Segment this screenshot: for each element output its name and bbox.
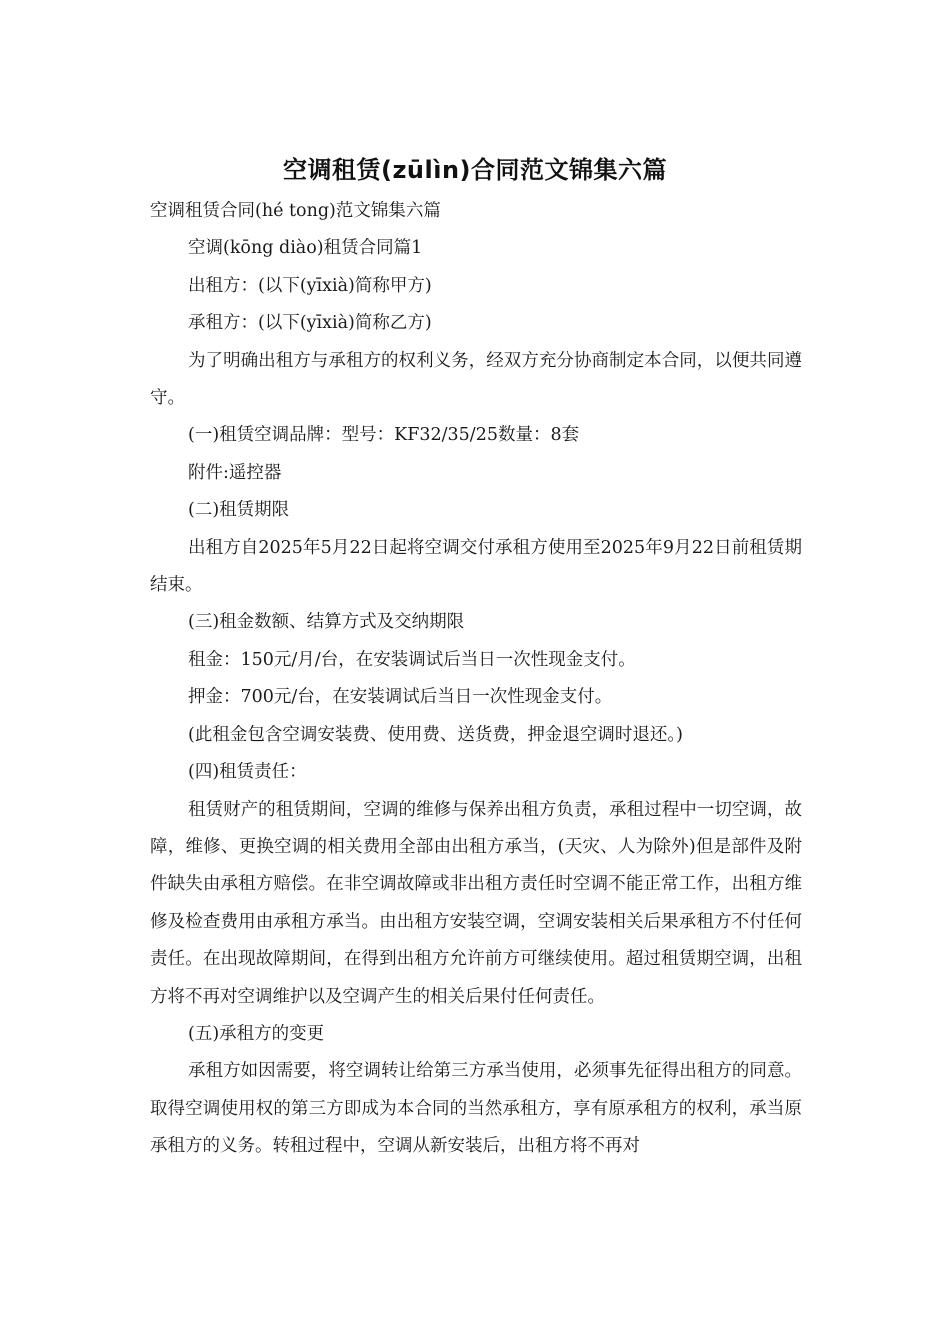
deposit-paragraph: 押金：700元/台，在安装调试后当日一次性现金支付。: [188, 687, 613, 708]
clause-5-heading: (五)承租方的变更: [188, 1023, 325, 1044]
clause-4-heading: (四)租赁责任：: [188, 762, 307, 783]
rent-note-paragraph: (此租金包含空调安装费、使用费、送货费，押金退空调时退还。): [188, 724, 683, 745]
lessor-paragraph: 出租方：(以下(yīxià)简称甲方): [188, 275, 432, 296]
section-heading-paragraph: 空调(kōng diào)租赁合同篇1: [188, 238, 423, 259]
lessee-paragraph: 承租方：(以下(yīxià)简称乙方): [188, 313, 432, 334]
subtitle-paragraph: 空调租赁合同(hé tong)范文锦集六篇: [150, 201, 441, 221]
transfer-paragraph: 承租方如因需要，将空调转让给第三方承当使用，必须事先征得出租方的同意。取得空调使用权的第三方即成为本合同的当然承租方，享有原承租方的权利，承当原承租方的义务。转租过程中，空调从新安装后，出租方将不再对: [150, 1061, 802, 1157]
liability-paragraph: 租赁财产的租赁期间，空调的维修与保养出租方负责，承租过程中一切空调，故障，维修、更换空调的相关费用全部由出租方承当，(天灾、人为除外)但是部件及附件缺失由承租方赔偿。在非空调故障或非出租方责任时空调不能正常工作，出租方维修及检查费用由承租方承当。由出租方安装空调，空调安装相关后果承租方不付任何责任。在出现故障期间，在得到出租方允许前方可继续使用。超过租赁期空调，出租方将不再对空调维护以及空调产生的相关后果付任何责任。: [150, 799, 802, 1007]
clause-3-heading: (三)租金数额、结算方式及交纳期限: [188, 612, 465, 633]
rent-paragraph: 租金：150元/月/台，在安装调试后当日一次性现金支付。: [188, 649, 636, 670]
preamble-paragraph: 为了明确出租方与承租方的权利义务，经双方充分协商制定本合同，以便共同遵守。: [150, 350, 802, 409]
document-body: [150, 193, 802, 1166]
attachment-paragraph: 附件:遥控器: [188, 462, 282, 483]
document-title: 空调租赁(zūlìn)合同范文锦集六篇: [282, 156, 668, 184]
clause-1-paragraph: (一)租赁空调品牌：型号：KF32/35/25数量：8套: [188, 425, 580, 446]
lease-term-paragraph: 出租方自2025年5月22日起将空调交付承租方使用至2025年9月22日前租赁期结束。: [150, 537, 802, 596]
clause-2-heading: (二)租赁期限: [188, 500, 290, 521]
